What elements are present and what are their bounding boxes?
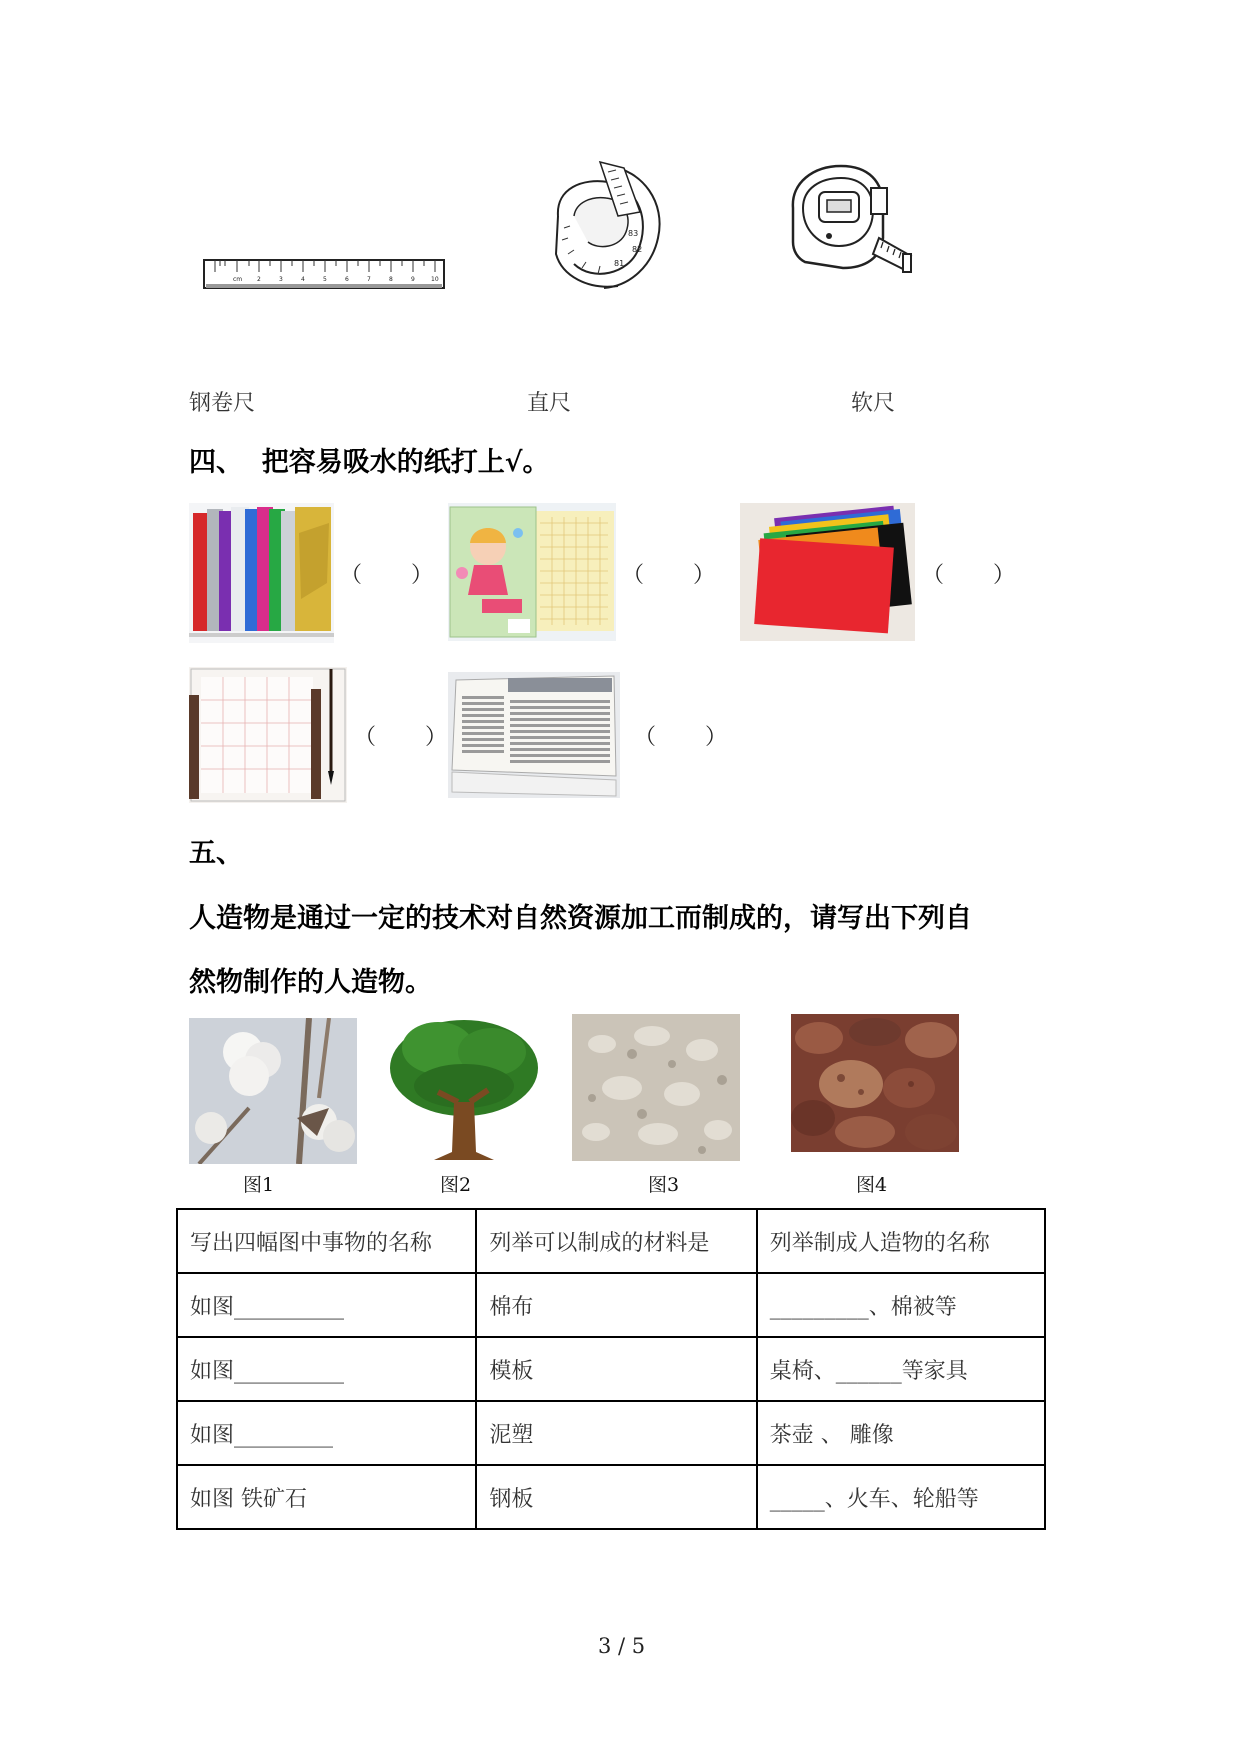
table-cell[interactable]: _________、棉被等 (757, 1273, 1045, 1337)
newspaper-image (448, 672, 620, 798)
measure-label-ruler: 直尺 (527, 391, 572, 416)
table-cell: 棉布 (476, 1273, 756, 1337)
table-cell[interactable]: _____、火车、轮船等 (757, 1465, 1045, 1529)
table-cell[interactable]: 如图__________ (177, 1273, 476, 1337)
svg-text:4: 4 (301, 276, 305, 283)
answer-blank-5[interactable]: （ ） (634, 725, 728, 750)
figure-label-4: 图4 (856, 1174, 888, 1196)
svg-text:10: 10 (431, 276, 439, 283)
svg-text:5: 5 (323, 276, 327, 283)
table-cell[interactable]: 如图__________ (177, 1337, 476, 1401)
svg-text:8: 8 (389, 276, 393, 283)
cotton-image (189, 1018, 357, 1164)
table-cell: 钢板 (476, 1465, 756, 1529)
steel-tape-measure-image (783, 158, 918, 302)
table-row (177, 1465, 1045, 1529)
table-row (177, 1337, 1045, 1401)
table-cell: 模板 (476, 1337, 756, 1401)
table-cell: 如图 铁矿石 (177, 1465, 476, 1529)
svg-text:6: 6 (345, 276, 349, 283)
table-cell[interactable]: 桌椅、______等家具 (757, 1337, 1045, 1401)
tree-image (388, 1012, 540, 1162)
answer-table (176, 1208, 1046, 1530)
table-header-cell: 列举可以制成的材料是 (476, 1209, 756, 1273)
foil-paper-image (189, 503, 334, 643)
table-cell: 泥塑 (476, 1401, 756, 1465)
table-header-cell: 列举制成人造物的名称 (757, 1209, 1045, 1273)
table-cell: 茶壶 、 雕像 (757, 1401, 1045, 1465)
page-number: 3 / 5 (598, 1634, 646, 1658)
soft-tape-measure-image (548, 158, 668, 302)
ruler-image (203, 258, 447, 298)
section-5-instruction-line-1: 人造物是通过一定的技术对自然资源加工而制成的，请写出下列自 (189, 903, 972, 934)
svg-text:82: 82 (632, 245, 643, 254)
answer-blank-3[interactable]: （ ） (922, 563, 1016, 588)
measure-label-steel-tape: 钢卷尺 (189, 391, 256, 416)
svg-text:3: 3 (279, 276, 283, 283)
table-header-row (177, 1209, 1045, 1273)
svg-text:7: 7 (367, 276, 371, 283)
answer-blank-4[interactable]: （ ） (354, 725, 448, 750)
calligraphy-paper-image (189, 667, 347, 803)
figure-label-3: 图3 (648, 1174, 680, 1196)
figure-label-2: 图2 (440, 1174, 472, 1196)
table-header-cell: 写出四幅图中事物的名称 (177, 1209, 476, 1273)
answer-blank-2[interactable]: （ ） (622, 563, 716, 588)
svg-text:2: 2 (257, 276, 261, 283)
colored-paper-image (740, 503, 915, 641)
measure-label-soft-tape: 软尺 (851, 391, 896, 416)
svg-text:81: 81 (614, 259, 625, 268)
section-5-instruction-line-2: 然物制作的人造物。 (189, 967, 432, 998)
clay-soil-image (572, 1014, 740, 1161)
table-row (177, 1401, 1045, 1465)
iron-ore-image (791, 1014, 959, 1152)
exercise-book-image (448, 503, 616, 641)
svg-text:cm: cm (233, 276, 243, 283)
table-cell[interactable]: 如图_________ (177, 1401, 476, 1465)
table-row (177, 1273, 1045, 1337)
svg-text:9: 9 (411, 276, 415, 283)
section-5-number: 五、 (189, 838, 243, 869)
figure-label-1: 图1 (243, 1174, 275, 1196)
section-4-heading: 四、 把容易吸水的纸打上√。 (189, 447, 550, 478)
answer-blank-1[interactable]: （ ） (340, 563, 434, 588)
svg-text:83: 83 (628, 229, 639, 238)
